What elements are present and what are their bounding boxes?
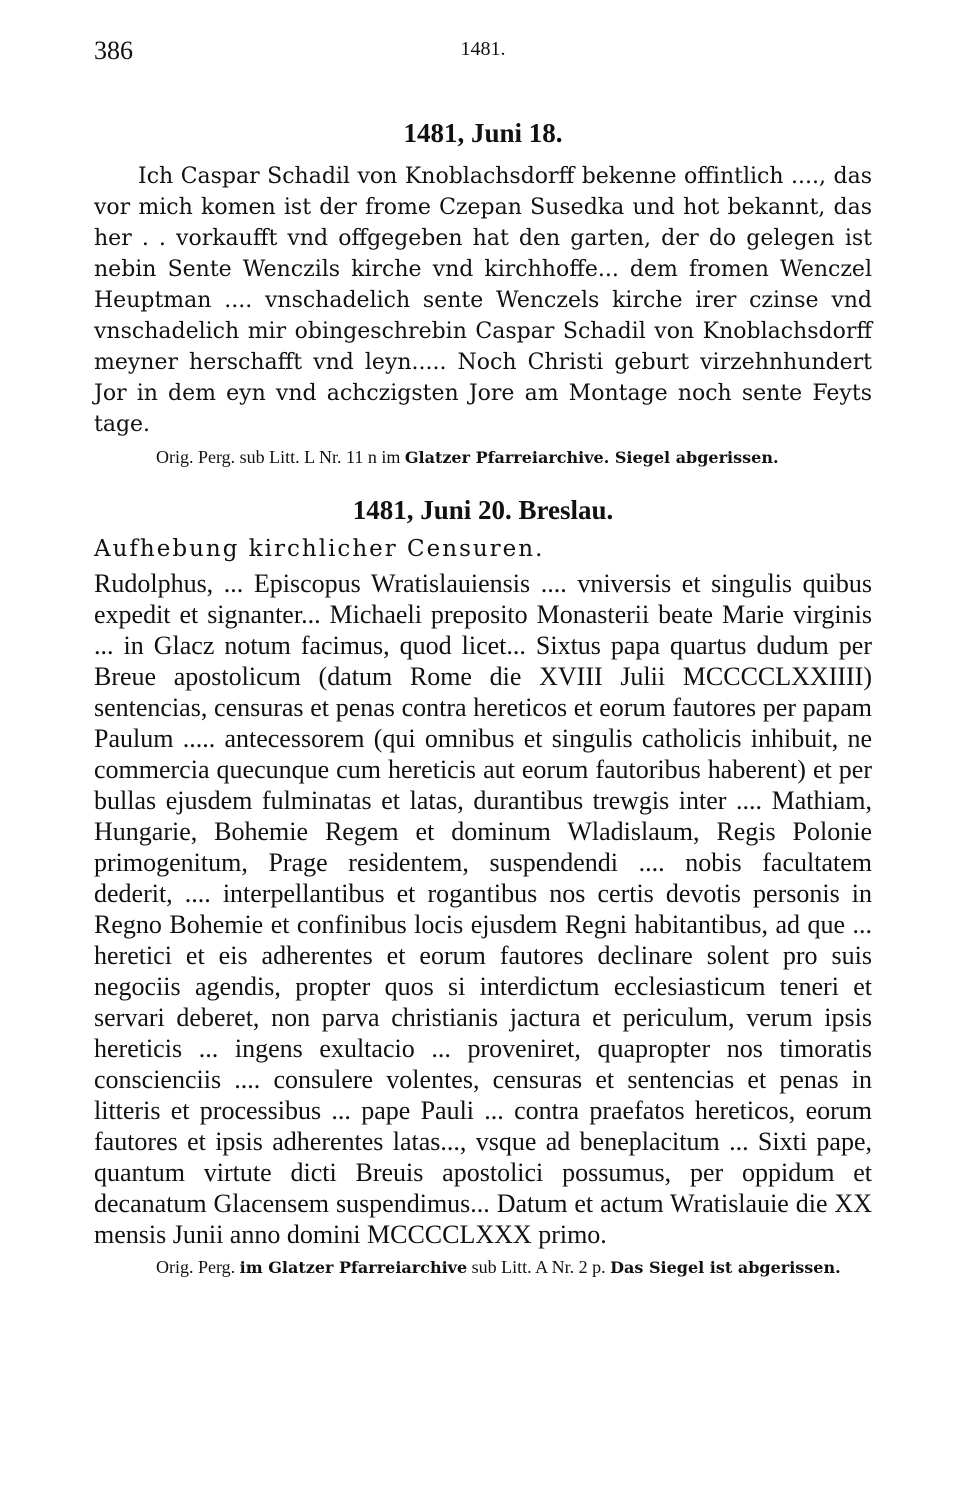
page-header <box>94 30 872 70</box>
source-note-latin: Orig. Perg. sub Litt. L Nr. 11 n im <box>156 447 401 467</box>
document-1 <box>94 118 872 471</box>
page-number: 386 <box>94 36 133 65</box>
page <box>94 30 872 1281</box>
source-note-fraktur-2: Das Siegel ist abgerissen. <box>610 1258 841 1277</box>
source-note-fraktur: im Glatzer Pfarreiarchive <box>239 1258 468 1277</box>
document-1-text: Ich Caspar Schadil von Knoblachsdorff bekenne offintlich ...., das vor mich komen ist der frome Czepan Susedka und hot bekannt, das her . . vorkaufft vnd offgegeben hat den garten, der do gelegen ist nebin Sente Wenczils kirche vnd kirchhoffe... dem fromen Wenczel Heuptman .... vnschadelich sente Wenczels kirche irer czinse vnd vnschadelich mir obingeschrebin Caspar Schadil von Knoblachsdorff meyner herschafft vnd leyn..... Noch Christi geburt virzehnhundert Jor in dem eyn vnd achczigsten Jore am Montage noch sente Feyts tage. <box>94 164 872 437</box>
document-1-heading: 1481, Juni 18. <box>403 118 563 148</box>
document-2-text: Rudolphus, ... Episcopus Wratislauiensis .... vniversis et singulis quibus expedit et signanter... Michaeli preposito Monasterii beate Marie virginis ... in Glacz notum facimus, quod licet... Sixtus papa quartus dudum per Breue apostolicum (datum Rome die XVIII Julii MCCCCLXXIIII) sentencias, censuras et penas contra hereticos et eorum fautores per papam Paulum ..... antecessorem (qui omnibus et singulis catholicis inhibuit, ne commercia quecunque cum hereticis aut eorum fautoribus haberent) et per bullas ejusdem fulminatas et latas, durantibus trewgis inter .... Mathiam, Hungarie, Bohemie Regem et dominum Wladislaum, Regis Polonie primogenitum, Prage residentem, suspendendi .... nobis facultatem dederit, .... interpellantibus et rogantibus nos certis devotis personis in Regno Bohemie et confinibus locis ejusdem Regni habitantibus, ad que ... heretici et eis adherentes et eorum fautores declinare solent pro suis negociis agendis, propter quos si interdictum ecclesiasticum teneri et servari deberet, non parva christianis jactura et periculum, verum ipsis hereticis ... ingens exultacio ... proveniret, quapropter nos timoratis conscienciis .... consulere volentes, censuras et sentencias et penas in litteris et processibus ... pape Pauli ... contra praefatos hereticos, eorum fautores et ipsis adherentes latas..., vsque ad beneplacitum ... Sixti pape, quantum virtute dicti Breuis apostolici possumus, per oppidum et decanatum Glacensem suspendimus... Datum et actum Wratislauie die XX mensis Junii anno domini MCCCCLXXX primo. <box>94 569 872 1249</box>
document-1-source-note <box>94 444 872 471</box>
source-note-fraktur: Glatzer Pfarreiarchive. Siegel abgerissen. <box>404 448 779 467</box>
source-note-latin-2: sub Litt. A Nr. 2 p. <box>471 1257 606 1277</box>
document-2-regest: Aufhebung kirchlicher Censuren. <box>94 536 545 562</box>
running-title: 1481. <box>460 38 506 60</box>
document-2-source-note <box>94 1254 872 1281</box>
document-2 <box>94 495 872 1281</box>
document-2-heading: 1481, Juni 20. Breslau. <box>352 495 614 525</box>
source-note-latin: Orig. Perg. <box>156 1257 236 1277</box>
